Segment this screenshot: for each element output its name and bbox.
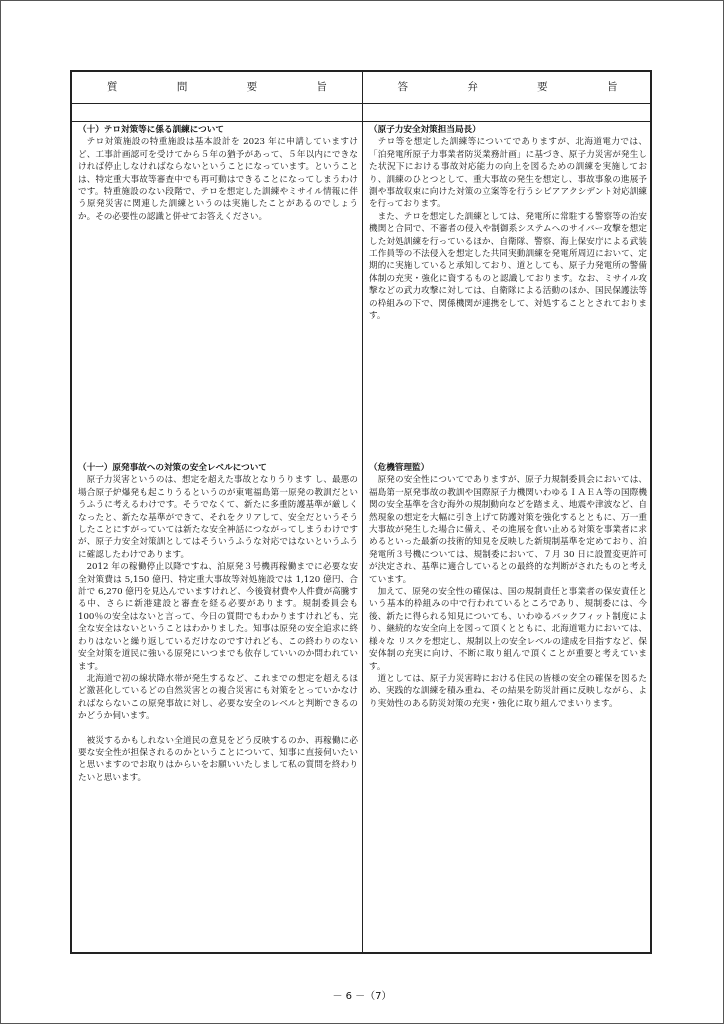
question-paragraph: 原子力災害というのは、想定を超えた事故となりうります し、最悪の場合原子炉爆発も起こりうるというのが東電福島第一原発の教訓だというふうに考えるわけです。そうでなくて、新たに多重防護基準が厳しくなったと、新たな基準ができて、それをクリアして、安全だというそうしたことにすがっていては新たな安全神話につながってしまうわけですが、原子力安全対策訓としてはそういうふうな対応ではないというふうに確認したわけであります。 (78, 475, 358, 560)
answer-paragraph: 原発の安全性についてでありますが、原子力規制委員会においては、福島第一原発事故の教訓や国際原子力機関いわゆるＩＡＥＡ等の国際機関の安全基準を含む海外の規制動向などを踏まえ、地震や津波など、自然現象の想定を大幅に引き上げて防護対策を強化するとともに、万一重大事故が発生した場合に備え、その進展を食い止める対策を事業者に求めるといった最新の技術的知見を反映した新規制基準を定めており、泊発電所３号機については、規制委において、７月 30 日に設置変更許可が決定され、基準に適合しているとの最終的な判断がされたものと考えています。 (369, 475, 647, 585)
answer-paragraph: テロ等を想定した訓練等についてでありますが、北海道電力では、「泊発電所原子力事業者防災業務計画」に基づき、原子力災害が発生した状況下における事故対応能力の向上を図るための訓練を実施しており、訓練のひとつとして、重大事故の発生を想定し、事故事象の進展予測や事故収束に向けた対策の立案等を行うシビアアクシデント対応訓練を行っております。 (369, 137, 647, 210)
answer-title: （危機管理監） (369, 463, 430, 473)
question-paragraph: テロ対策施設の特重施設は基本設計を 2023 年に申請していますけど、工事計画認可を受けてから５年の猶予があって、５年以内にできなければ停止しなければならないということになっています。ということは、特定重大事故等審査中でも再可動はできることになってしまうわけです。特重施設のない段階で、テロを想定した訓練やミサイル情報に伴う原発災害に関連した訓練というのは実施したことがあるのでしょうか。その必要性の認識と併せてお答えください。 (78, 137, 358, 222)
table-spacer-row (72, 104, 650, 122)
question-paragraph: 2012 年の稼働停止以降ですね、泊原発３号機再稼働までに必要な安全対策費は 5,150 億円、特定重大事故等対処施設では 1,120 億円、合計で 6,270 億円を見込んでいますけれど、今後資材費や人件費が高騰する中、さらに新港建設と審査を経る必要があります。規制委員会も 100％の安全はないと言って、今日の質問でもわかりますけれども、完全な安全はないということはわかりました。知事は原発の安全追求に終わりはないと繰り返しているだけなのですけれども、この終わりのない安全対策を道民に強いる原発にいつまでも依存していいのか問われています。 (78, 562, 358, 672)
question-summary-heading: 質 問 要 旨 (106, 81, 355, 93)
answer-paragraph: また、テロを想定した訓練としては、発電所に常駐する警察等の治安機関と合同で、不審者の侵入や制御系システムへのサイバー攻撃を想定した対処訓練を行っているほか、自衛隊、警察、海上保安庁による武装工作員等の不法侵入を想定した共同実動訓練を発電所周辺において、定期的に実施していると承知しており、道としても、原子力発電所の警備体制の充実・強化に資するものと認識しております。なお、ミサイル攻撃などの武力攻撃に対しては、自衛隊による活動のほか、国民保護法等の枠組みの下で、関係機関が連携をして、対処することとされております。 (369, 211, 647, 322)
question-title: （十一）原発事故への対策の安全レベルについて (78, 463, 267, 473)
question-section-10 (78, 124, 358, 223)
answer-paragraph: 加えて、原発の安全性の確保は、国の規制責任と事業者の保安責任という基本的枠組みの中で行われているところであり、規制委には、今後、新たに得られる知見についても、いわゆるバックフィット制度により、継続的な安全向上を図って頂くとともに、北海道電力においては、様々な リスクを想定し、規制以上の安全レベルの達成を目指すなど、保安体制の充実に向け、不断に取り組んで頂くことが重要と考えています。 (369, 587, 647, 672)
question-paragraph: 北海道で初の線状降水帯が発生するなど、これまでの想定を超えるほど激甚化しているどの自然災害との複合災害にも対策をとっていかなければならないこの原発事故に対し、必要な安全のレベルと判断できるのかどうか伺います。 (78, 673, 358, 722)
column-divider (362, 72, 363, 952)
question-section-11 (78, 462, 358, 784)
answer-summary-heading: 答 弁 要 旨 (397, 81, 646, 93)
answer-section-nuclear-safety (369, 124, 647, 323)
answer-section-crisis-management (369, 462, 647, 710)
table-header-row (72, 72, 650, 104)
question-title: （十）テロ対策等に係る訓練について (78, 125, 224, 135)
qa-table (70, 70, 652, 954)
question-paragraph: 被災するかもしれない全道民の意見をどう反映するのか、再稼働に必要な安全性が担保されるのかということについて、知事に直接伺いたいと思いますのでお取りはからいをお願いいたしまして私の質問を終わりたいと思います。 (78, 735, 358, 783)
answer-title: （原子力安全対策担当局長） (369, 125, 481, 135)
page-number: － 6 －（7） (332, 991, 392, 1002)
answer-paragraph: 道としては、原子力災害時における住民の皆様の安全の確保を図るため、実践的な訓練を積み重ね、その結果を防災計画に反映しながら、より実効性のある防災対策の充実・強化に取り組んでまいります。 (369, 673, 647, 709)
